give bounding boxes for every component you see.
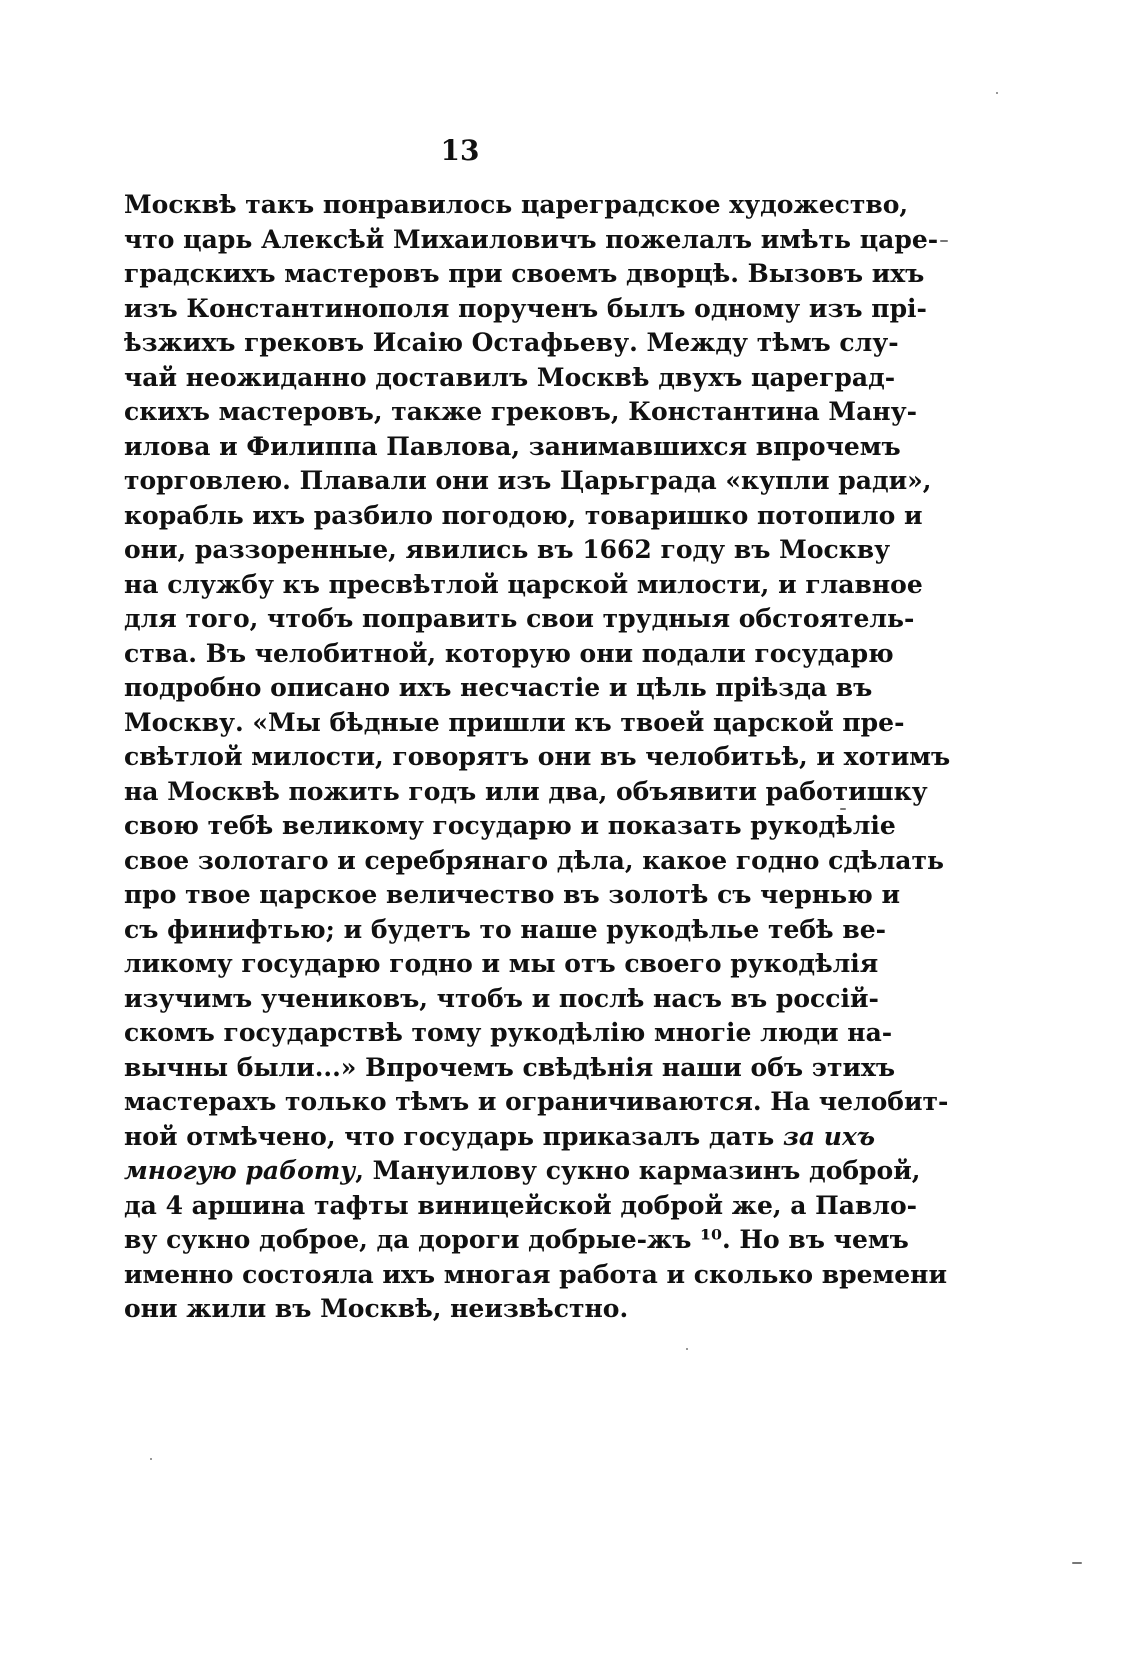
text-fragment: ной отмѣчено, что государь приказалъ дать	[124, 1121, 775, 1151]
text-line: что царь Алексѣй Михаиловичъ пожелалъ имѣть царе-	[124, 224, 939, 254]
text-line-with-italic	[124, 1154, 921, 1189]
text-line: корабль ихъ разбило погодою, товаришко потопило и	[124, 500, 923, 530]
scan-speck	[840, 808, 846, 810]
text-line-with-italic	[124, 1120, 876, 1155]
text-line: подробно описано ихъ несчастіе и цѣль пріѣзда въ	[124, 673, 873, 702]
text-line: на Москвѣ пожить годъ или два, объявити работишку	[124, 776, 928, 806]
scan-speck	[150, 1458, 152, 1460]
text-line: они жили въ Москвѣ, неизвѣстно.	[124, 1294, 629, 1323]
text-line: скихъ мастеровъ, также грековъ, Константина Ману-	[124, 397, 917, 426]
text-line: ликому государю годно и мы отъ своего рукодѣлія	[124, 949, 879, 978]
text-line: торговлею. Плавали они изъ Царьграда «купли ради»,	[124, 466, 932, 495]
text-line: чай неожиданно доставилъ Москвѣ двухъ цареград-	[124, 362, 896, 392]
text-line: мастерахъ только тѣмъ и ограничиваются. На челобит-	[124, 1087, 949, 1116]
text-line: илова и Филиппа Павлова, занимавшихся впрочемъ	[124, 431, 901, 461]
text-line: ства. Въ челобитной, которую они подали государю	[124, 638, 894, 668]
text-line: они, раззоренные, явились въ 1662 году въ Москву	[124, 535, 891, 564]
text-line: на службу къ пресвѣтлой царской милости, и главное	[124, 569, 923, 599]
text-line: свое золотаго и серебрянаго дѣла, какое годно сдѣлать	[124, 845, 944, 875]
text-line: скомъ государствѣ тому рукодѣлію многіе люди на-	[124, 1018, 893, 1047]
text-line: ѣзжихъ грековъ Исаію Остафьеву. Между тѣмъ слу-	[124, 328, 899, 357]
scan-speck	[1072, 1562, 1082, 1564]
text-line: про твое царское величество въ золотѣ съ чернью и	[124, 880, 901, 909]
page-number: 13	[440, 134, 480, 167]
text-line: изъ Константинополя порученъ былъ одному изъ прі-	[124, 293, 927, 323]
text-line: Москвѣ такъ понравилось цареградское художество,	[124, 190, 909, 219]
text-line: да 4 аршина тафты виницейской доброй же, а Павло-	[124, 1190, 918, 1220]
text-line: ву сукно доброе, да дороги добрые-жъ ¹⁰. Но въ чемъ	[124, 1225, 909, 1254]
italic-fragment: за ихъ	[782, 1121, 876, 1151]
scan-speck	[686, 1348, 688, 1350]
text-line: вычны были...» Впрочемъ свѣдѣнія наши объ этихъ	[124, 1052, 896, 1082]
text-line: свою тебѣ великому государю и показать рукодѣліе	[124, 811, 896, 840]
text-line: градскихъ мастеровъ при своемъ дворцѣ. Вызовъ ихъ	[124, 259, 925, 288]
text-line: для того, чтобъ поправить свои трудныя обстоятель-	[124, 604, 915, 633]
scan-speck	[996, 92, 998, 94]
scan-speck	[940, 240, 948, 242]
text-line: съ финифтью; и будетъ то наше рукодѣлье тебѣ ве-	[124, 914, 886, 944]
text-line: именно состояла ихъ многая работа и сколько времени	[124, 1259, 947, 1289]
italic-fragment: многую работу	[124, 1156, 356, 1185]
body-text	[124, 188, 951, 1327]
text-line: Москву. «Мы бѣдные пришли къ твоей царской пре-	[124, 707, 905, 737]
text-line: изучимъ учениковъ, чтобъ и послѣ насъ въ россій-	[124, 983, 879, 1013]
text-line: свѣтлой милости, говорятъ они въ челобитьѣ, и хотимъ	[124, 742, 951, 771]
text-fragment: , Мануилову сукно кармазинъ доброй,	[355, 1156, 921, 1185]
